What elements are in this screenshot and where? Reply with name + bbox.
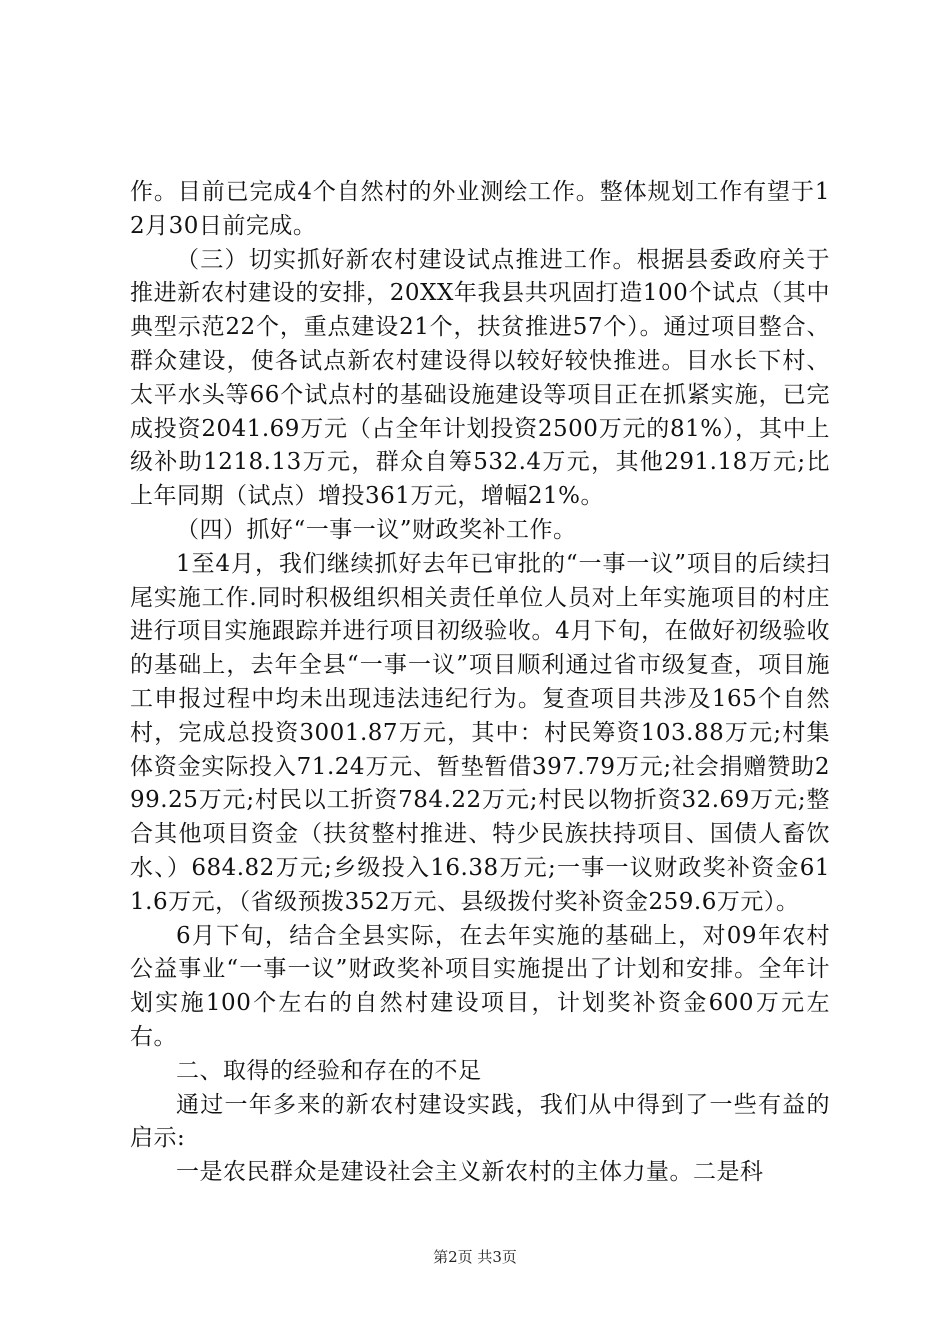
- paragraph-section-4-heading: （四）抓好“一事一议”财政奖补工作。: [176, 516, 577, 543]
- document-body: [130, 176, 830, 1190]
- paragraph-section-3: （三）切实抓好新农村建设试点推进工作。根据县委政府关于推进新农村建设的安排，20XX年我县共巩固打造100个试点（其中典型示范22个，重点建设21个，扶贫推进57个）。通过项目整合、群众建设，使各试点新农村建设得以较好较快推进。目水长下村、太平水头等66个试点村的基础设施建设等项目正在抓紧实施，已完成投资2041.69万元（占全年计划投资2500万元的81%），其中上级补助1218.13万元，群众自筹532.4万元，其他291.18万元;比上年同期（试点）增投361万元，增幅21%。: [130, 246, 830, 510]
- paragraph-continuation: 作。目前已完成4个自然村的外业测绘工作。整体规划工作有望于12月30日前完成。: [130, 179, 830, 239]
- paragraph-one-matter-review: 1至4月，我们继续抓好去年已审批的“一事一议”项目的后续扫尾实施工作.同时积极组织相关责任单位人员对上年实施项目的村庄进行项目实施跟踪并进行项目初级验收。4月下旬，在做好初级验收的基础上，去年全县“一事一议”项目顺利通过省市级复查，项目施工申报过程中均未出现违法违纪行为。复查项目共涉及165个自然村，完成总投资3001.87万元，其中：村民筹资103.88万元;村集体资金实际投入71.24万元、暂垫暂借397.79万元;社会捐赠赞助299.25万元;村民以工折资784.22万元;村民以物折资32.69万元;整合其他项目资金（扶贫整村推进、特少民族扶持项目、国债人畜饮水、）684.82万元;乡级投入16.38万元;一事一议财政奖补资金611.6万元，（省级预拨352万元、县级拨付奖补资金259.6万元）。: [130, 550, 830, 915]
- paragraph-experience-intro: 通过一年多来的新农村建设实践，我们从中得到了一些有益的启示:: [130, 1091, 830, 1152]
- paragraph-june-plan: 6月下旬，结合全县实际，在去年实施的基础上，对09年农村公益事业“一事一议”财政奖补项目实施提出了计划和安排。全年计划实施100个左右的自然村建设项目，计划奖补资金600万元左右。: [130, 922, 830, 1050]
- paragraph-first-point: 一是农民群众是建设社会主义新农村的主体力量。二是科: [176, 1159, 764, 1186]
- heading-experience: 二、取得的经验和存在的不足: [176, 1057, 482, 1084]
- page-footer: 第2页 共3页: [433, 1248, 517, 1266]
